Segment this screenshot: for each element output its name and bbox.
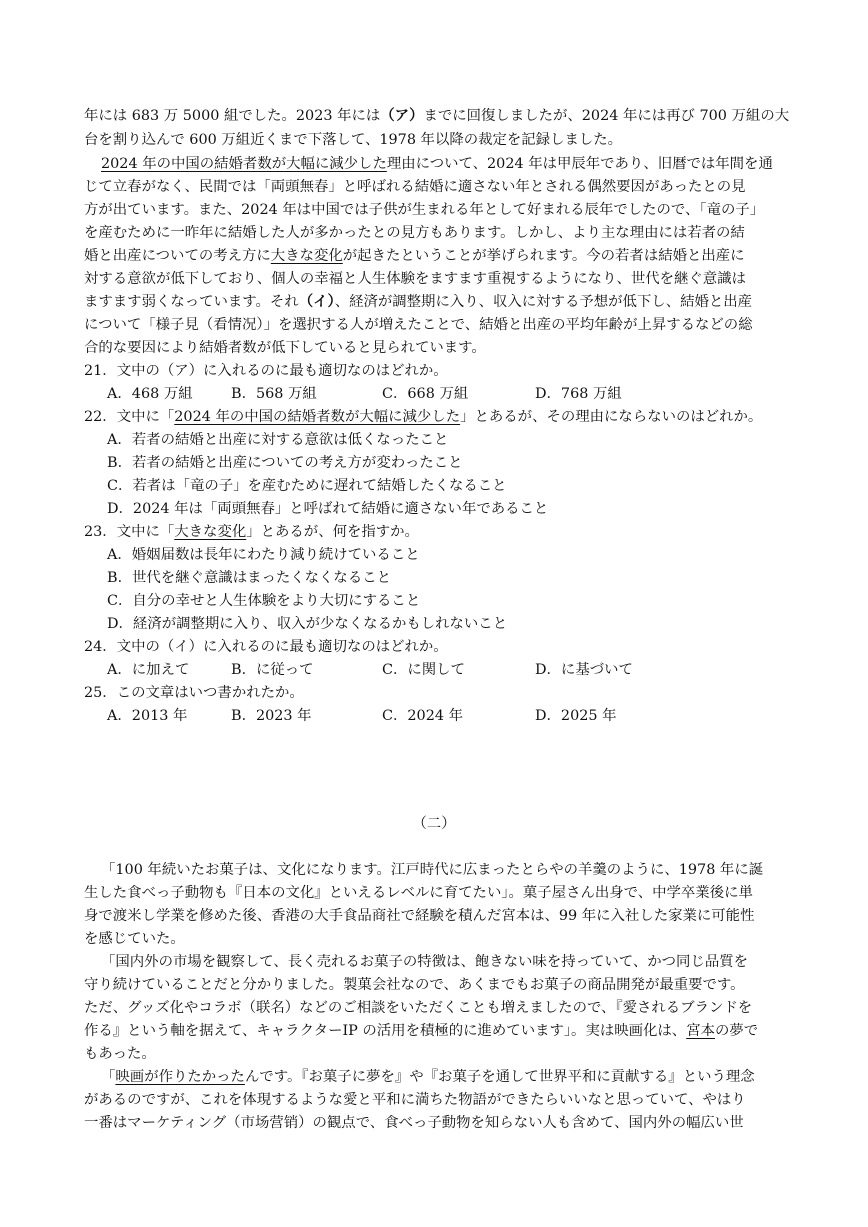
q22-option-c[interactable]: C．若者は「竜の子」を産むために遅れて結婚したくなること <box>107 478 507 494</box>
question-22-stem: 22．文中に「2024 年の中国の結婚者数が大幅に減少した」とあるが、その理由にならないのはどれか。 <box>84 409 763 425</box>
passage2-line-12: 一番はマーケティング（市场营销）の観点で、食べっ子動物を知らない人も含めて、国内外の幅広い世 <box>84 1115 744 1131</box>
passage2-line-4: を感じていた。 <box>84 931 185 947</box>
passage1-line-5: 方が出ています。また、2024 年は中国では子供が生まれる年として好まれる辰年でしたので、「竜の子」 <box>84 202 765 218</box>
q22-option-a[interactable]: A．若者の結婚と出産に対する意欲は低くなったこと <box>107 432 449 448</box>
question-21-stem: 21．文中の（ア）に入れるのに最も適切なのはどれか。 <box>84 363 448 379</box>
passage1-line-4: じて立春がなく、民間では「両頭無春」と呼ばれる結婚に適さない年とされる偶然要因があったとの見 <box>84 179 746 195</box>
q24-option-a[interactable]: A．に加えて <box>107 662 190 678</box>
question-24-stem: 24．文中の（イ）に入れるのに最も適切なのはどれか。 <box>84 639 448 655</box>
q25-option-b[interactable]: B．2023 年 <box>231 708 312 724</box>
passage1-line-11: 合的な要因により結婚者数が低下していると見られています。 <box>84 340 486 356</box>
passage2-line-9: もあった。 <box>84 1046 156 1062</box>
underlined-phrase-change: 大きな変化 <box>270 248 343 264</box>
q23-option-a[interactable]: A．婚姻届数は長年にわたり減り続けていること <box>107 547 420 563</box>
passage1-line-8: 対する意欲が低下しており、個人の幸福と人生体験をますます重視するようになり、世代を継ぐ意識は <box>84 271 746 287</box>
q21-option-a[interactable]: A．468 万組 <box>107 386 193 402</box>
passage2-line-6: 守り続けていることだと分かりました。製菓会社なので、あくまでもお菓子の商品開発が最重要です。 <box>84 977 745 993</box>
q23-option-d[interactable]: D．経済が調整期に入り、収入が少なくなるかもしれないこと <box>107 616 508 632</box>
section-heading: （二） <box>412 816 456 832</box>
passage2-line-8: 作る』という軸を据えて、キャラクターIP の活用を積極的に進めています」。実は映画化は、宮本の夢で <box>84 1023 759 1039</box>
underlined-phrase-decrease: 2024 年の中国の結婚者数が大幅に減少した <box>101 156 387 172</box>
passage1-line-9: ますます弱くなっています。それ（イ）、経済が調整期に入り、収入に対する予想が低下し、結婚と出産 <box>84 293 753 310</box>
question-25-stem: 25．この文章はいつ書かれたか。 <box>84 685 304 701</box>
q25-option-c[interactable]: C．2024 年 <box>382 708 463 724</box>
q21-option-b[interactable]: B．568 万組 <box>231 386 317 402</box>
blank-i: （イ） <box>298 293 335 310</box>
blank-a: （ア） <box>380 107 424 124</box>
passage1-line-1: 年には 683 万 5000 組でした。2023 年には（ア）までに回復しましたが、2024 年には再び 700 万組の大 <box>84 107 790 124</box>
passage1-line-10: について「様子見（看情况）」を選択する人が増えたことで、結婚と出産の平均年齢が上昇するなどの総 <box>84 317 753 333</box>
passage2-line-11: があるのですが、これを体現するような愛と平和に満ちた物語ができたらいいなと思っていて、やはり <box>84 1092 746 1108</box>
passage1-line-3: 2024 年の中国の結婚者数が大幅に減少した理由について、2024 年は甲辰年であり、旧暦では年間を通 <box>101 156 773 172</box>
q24-option-d[interactable]: D．に基づいて <box>535 662 633 678</box>
q25-option-a[interactable]: A．2013 年 <box>107 708 188 724</box>
passage1-line-2: 台を割り込んで 600 万組近くまで下落して、1978 年以降の裁定を記録しました。 <box>84 132 623 148</box>
passage2-line-5: 「国内外の市場を観察して、長く売れるお菓子の特徴は、飽きない味を持っていて、かつ同じ品質を <box>101 954 749 970</box>
q21-option-c[interactable]: C．668 万組 <box>382 386 469 402</box>
q24-option-b[interactable]: B．に従って <box>231 662 314 678</box>
q25-option-d[interactable]: D．2025 年 <box>535 708 617 724</box>
underlined-phrase-movie: 映画が作りたかった <box>115 1069 245 1085</box>
q21-option-d[interactable]: D．768 万組 <box>535 386 622 402</box>
q22-option-b[interactable]: B．若者の結婚と出産についての考え方が変わったこと <box>107 455 463 471</box>
passage2-line-2: 生した食べっ子動物も『日本の文化』といえるレベルに育てたい」。菓子屋さん出身で、中学卒業後に単 <box>84 885 753 901</box>
passage2-line-7: ただ、グッズ化やコラボ（联名）などのご相談をいただくことも増えましたので、『愛されるブランドを <box>84 1000 753 1016</box>
passage1-line-7: 婚と出産についての考え方に大きな変化が起きたということが挙げられます。今の若者は結婚と出産に <box>84 248 745 264</box>
passage2-line-1: 「100 年続いたお菓子は、文化になります。江戸時代に広まったとらやの羊羹のように、1978 年に誕 <box>101 862 764 878</box>
q23-option-b[interactable]: B．世代を継ぐ意識はまったくなくなること <box>107 570 391 586</box>
passage2-line-10: 「映画が作りたかったんです。『お菓子に夢を』や『お菓子を通して世界平和に貢献する』という理念 <box>101 1069 755 1085</box>
q24-option-c[interactable]: C．に関して <box>382 662 465 678</box>
q22-option-d[interactable]: D．2024 年は「両頭無春」と呼ばれて結婚に適さない年であること <box>107 501 549 517</box>
passage1-line-6: を産むために一昨年に結婚した人が多かったとの見方もあります。しかし、より主な理由には若者の結 <box>84 225 745 241</box>
q23-option-c[interactable]: C．自分の幸せと人生体験をより大切にすること <box>107 593 421 609</box>
passage2-line-3: 身で渡米し学業を修めた後、香港の大手食品商社で経験を積んだ宮本は、99 年に入社した家業に可能性 <box>84 908 755 924</box>
underlined-name-miyamoto: 宮本 <box>686 1023 715 1039</box>
question-23-stem: 23．文中に「大きな変化」とあるが、何を指すか。 <box>84 524 419 540</box>
